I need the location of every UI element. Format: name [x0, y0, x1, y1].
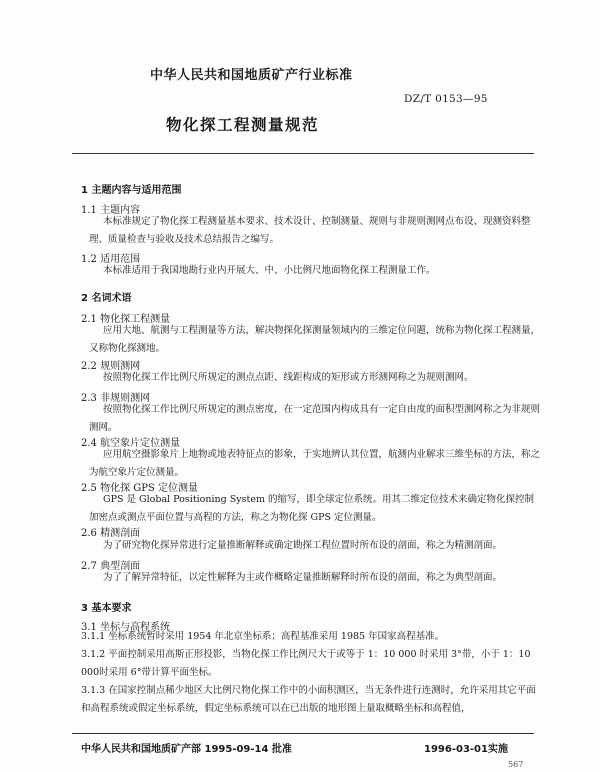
section-1-1-title: 1.1 主题内容 [81, 205, 141, 216]
section-2-7-title: 2.7 典型剖面 [81, 561, 141, 572]
section-2-3-text: 按照物化探工作比例尺所规定的测点密度，在一定范围内构成具有一定自由度的面积型测网称之为非规则测网。 [89, 404, 541, 433]
header-rule [72, 153, 534, 154]
document-title: 物化探工程测量规范 [166, 116, 320, 134]
section-3-1-3-text: 3.1.3 在国家控制点稀少地区大比例尺物化探工作中的小面积测区，当无条件进行连测时，允许采用其它平面和高程系统或假定坐标系统，假定坐标系统可以在已出版的地形图上量取概略坐标和高程值， [81, 685, 536, 714]
section-2-4-text: 应用航空摄影象片上地物或地表特征点的影象，于实地辨认其位置，航测内业解求三维坐标的方法，称之为航空象片定位测量。 [89, 449, 541, 478]
implementation-date: 1996-03-01实施 [424, 744, 508, 755]
section-2-6-text: 为了研究物化探异常进行定量推断解释或确定勘探工程位置时所布设的剖面，称之为精测剖面。 [103, 540, 503, 551]
section-3-1-1-text: 3.1.1 坐标系统暂时采用 1954 年北京坐标系；高程基准采用 1985 年国家高程基准。 [81, 631, 445, 642]
approval-note: 中华人民共和国地质矿产部 1995-09-14 批准 [81, 744, 292, 755]
section-1-title: 1 主题内容与适用范围 [81, 185, 182, 196]
footer-rule [72, 733, 534, 734]
section-2-2-title: 2.2 规则测网 [81, 361, 141, 372]
section-1-2-title: 1.2 适用范围 [81, 254, 141, 265]
section-2-5-title: 2.5 物化探 GPS 定位测量 [81, 483, 199, 494]
section-3-1-2-text: 3.1.2 平面控制采用高斯正形投影，当物化探工作比例尺大于或等于 1：10 000 时采用 3°带，小于 1：10 000时采用 6°带计算平面坐标。 [81, 649, 531, 678]
section-2-6-title: 2.6 精测剖面 [81, 528, 141, 539]
section-2-3-title: 2.3 非规则测网 [81, 393, 151, 404]
standard-title: 中华人民共和国地质矿产行业标准 [150, 68, 353, 83]
section-1-1-text: 本标准规定了物化探工程测量基本要求、技术设计、控制测量、规则与非规则测网点布设、现测资料整理、质量检查与验收及技术总结报告之编写。 [89, 216, 531, 245]
section-2-1-title: 2.1 物化探工程测量 [81, 314, 171, 325]
section-3-title: 3 基本要求 [81, 603, 132, 614]
section-2-7-text: 为了了解异常特征，以定性解释为主或作概略定量推断解释时所布设的剖面，称之为典型剖面。 [103, 572, 503, 583]
section-2-title: 2 名词术语 [81, 293, 132, 304]
section-2-5-text: GPS 是 Global Positioning System 的缩写，即全球定位系统。用其二维定位技术来确定物化探控制加密点或测点平面位置与高程的方法，称之为物化探 GPS 定位测量。 [89, 494, 534, 523]
section-2-4-title: 2.4 航空象片定位测量 [81, 438, 181, 449]
standard-code: DZ/T 0153—95 [404, 93, 488, 105]
section-3-1-title: 3.1 坐标与高程系统 [81, 622, 171, 633]
section-2-1-text: 应用大地、航测与工程测量等方法，解决物探化探测量领域内的三维定位问题，统称为物化探工程测量，又称物化探测地。 [89, 325, 541, 354]
page-number: 567 [508, 760, 524, 769]
section-1-2-text: 本标准适用于我国地勘行业内开展大、中、小比例尺地面物化探工程测量工作。 [103, 265, 436, 276]
section-2-2-text: 按照物化探工作比例尺所规定的测点点距、线距构成的矩形或方形测网称之为规则测网。 [103, 372, 474, 383]
